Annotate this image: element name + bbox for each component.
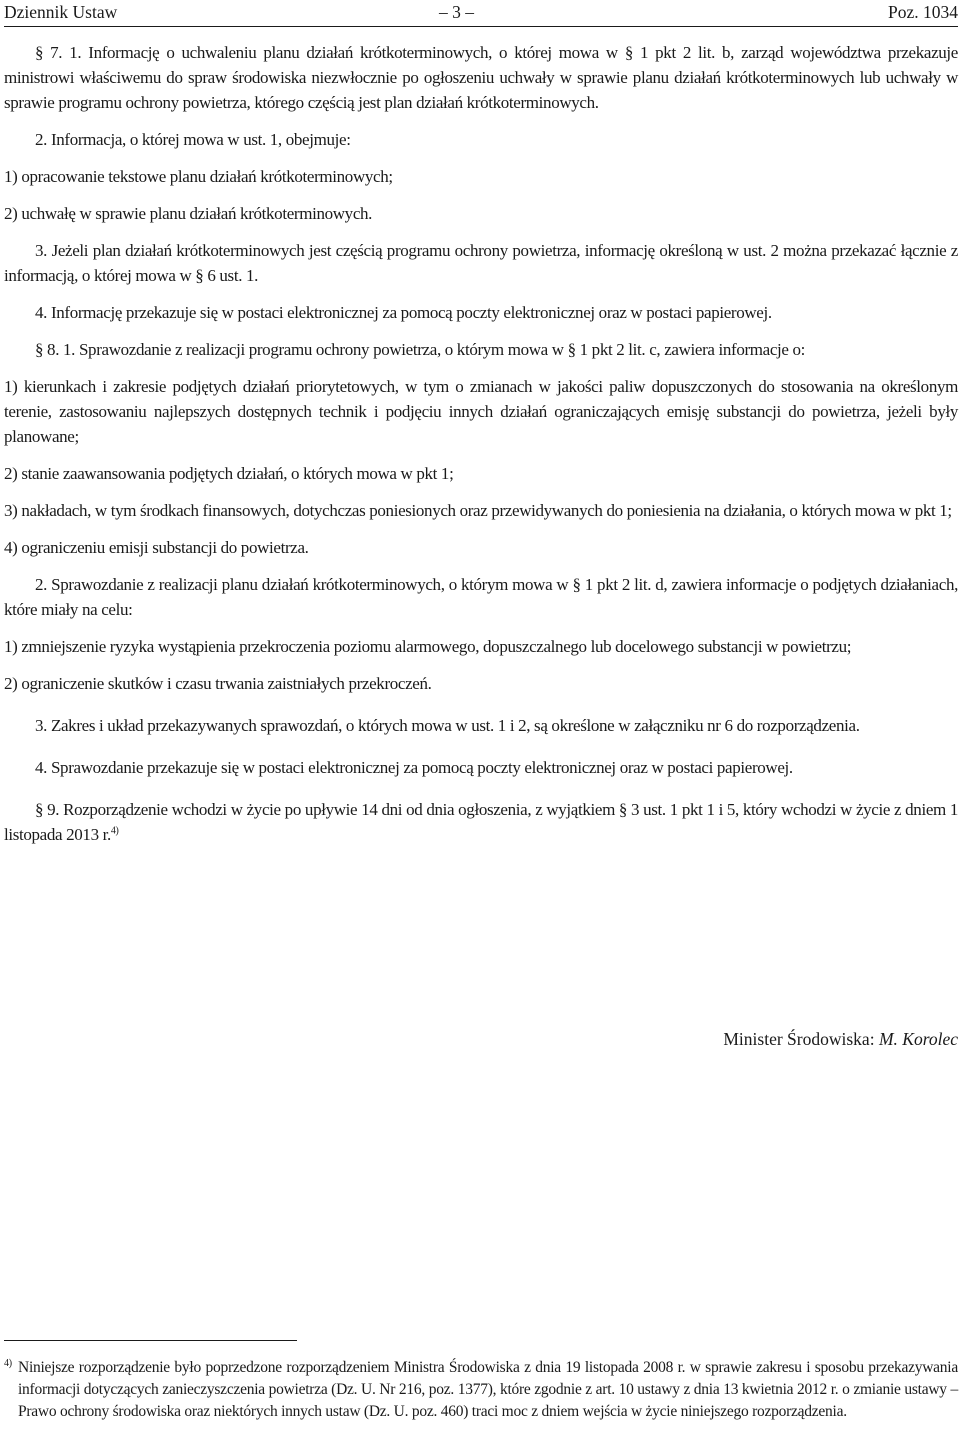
journal-title: Dziennik Ustaw (4, 2, 118, 22)
section-8-item-4: 4) ograniczeniu emisji substancji do powietrza. (4, 538, 309, 557)
section-9-text: § 9. Rozporządzenie wchodzi w życie po upływie 14 dni od dnia ogłoszenia, z wyjątkiem § 3 ust. 1 pkt 1 i 5, który wchodzi w życie z dniem 1 listopada 2013 r. (4, 800, 958, 844)
section-8-paragraph-2: 2. Sprawozdanie z realizacji planu działań krótkoterminowych, o którym mowa w § 1 pkt 2 lit. d, zawiera informacje o podjętych działaniach, które miały na celu: (4, 575, 958, 619)
section-8-paragraph-3: 3. Zakres i układ przekazywanych sprawozdań, o których mowa w ust. 1 i 2, są określone w załączniku nr 6 do rozporządzenia. (35, 716, 860, 735)
signature-role: Minister Środowiska: (723, 1029, 879, 1049)
section-8-paragraph-1: § 8. 1. Sprawozdanie z realizacji programu ochrony powietrza, o którym mowa w § 1 pkt 2 lit. c, zawiera informacje o: (35, 340, 806, 359)
section-8-paragraph-2-item-2: 2) ograniczenie skutków i czasu trwania zaistniałych przekroczeń. (4, 674, 432, 693)
section-8-paragraph-4: 4. Sprawozdanie przekazuje się w postaci elektronicznej za pomocą poczty elektronicznej oraz w postaci papierowej. (35, 758, 793, 777)
section-8-paragraph-2-item-1: 1) zmniejszenie ryzyka wystąpienia przekroczenia poziomu alarmowego, dopuszczalnego lub docelowego substancji w powietrzu; (4, 637, 852, 656)
running-header (4, 0, 958, 27)
section-8-item-2: 2) stanie zaawansowania podjętych działań, o których mowa w pkt 1; (4, 464, 454, 483)
section-8-item-3: 3) nakładach, w tym środkach finansowych, dotychczas poniesionych oraz przewidywanych do poniesienia na działania, o których mowa w pkt 1; (4, 501, 952, 520)
footnote-text: Niniejsze rozporządzenie było poprzedzone rozporządzeniem Ministra Środowiska z dnia 19 listopada 2008 r. w sprawie zakresu i sposobu przekazywania informacji dotyczących zanieczyszczenia powietrza (Dz. U. Nr 216, poz. 1377), które zgodnie z art. 10 ustawy z dnia 13 kwietnia 2012 r. o zmianie ustawy – Prawo ochrony środowiska oraz niektórych innych ustaw (Dz. U. poz. 460) traci moc z dniem wejścia w życie niniejszego rozporządzenia. (18, 1359, 958, 1420)
footnote (4, 1357, 958, 1423)
section-7-paragraph-2: 2. Informacja, o której mowa w ust. 1, obejmuje: (35, 130, 351, 149)
section-7-item-2: 2) uchwałę w sprawie planu działań krótkoterminowych. (4, 204, 373, 223)
document-body (4, 40, 958, 847)
footnote-divider (4, 1340, 297, 1341)
section-8-item-1: 1) kierunkach i zakresie podjętych działań priorytetowych, w tym o zmianach w jakości paliw dopuszczonych do stosowania na określonym terenie, zastosowaniu najlepszych dostępnych technik i podjęciu innych działań ograniczających emisję substancji do powietrza, jeżeli były planowane; (4, 377, 958, 446)
section-7-paragraph-1: § 7. 1. Informację o uchwaleniu planu działań krótkoterminowych, o której mowa w § 1 pkt 2 lit. b, zarząd województwa przekazuje ministrowi właściwemu do spraw środowiska niezwłocznie po ogłoszeniu uchwały w sprawie planu działań krótkoterminowych lub uchwały w sprawie programu ochrony powietrza, którego częścią jest plan działań krótkoterminowych. (4, 43, 958, 112)
section-7-paragraph-4: 4. Informację przekazuje się w postaci elektronicznej za pomocą poczty elektronicznej oraz w postaci papierowej. (35, 303, 772, 322)
footnote-reference: 4) (110, 825, 119, 837)
section-9-paragraph (4, 797, 958, 847)
signature (723, 1027, 958, 1052)
position-number: Poz. 1034 (888, 2, 958, 22)
section-7-item-1: 1) opracowanie tekstowe planu działań krótkoterminowych; (4, 167, 393, 186)
page-number: – 3 – (439, 2, 474, 22)
footnote-mark: 4) (4, 1358, 12, 1369)
signature-name: M. Korolec (878, 1029, 958, 1049)
section-7-paragraph-3: 3. Jeżeli plan działań krótkoterminowych jest częścią programu ochrony powietrza, informację określoną w ust. 2 można przekazać łącznie z informacją, o której mowa w § 6 ust. 1. (4, 241, 958, 285)
